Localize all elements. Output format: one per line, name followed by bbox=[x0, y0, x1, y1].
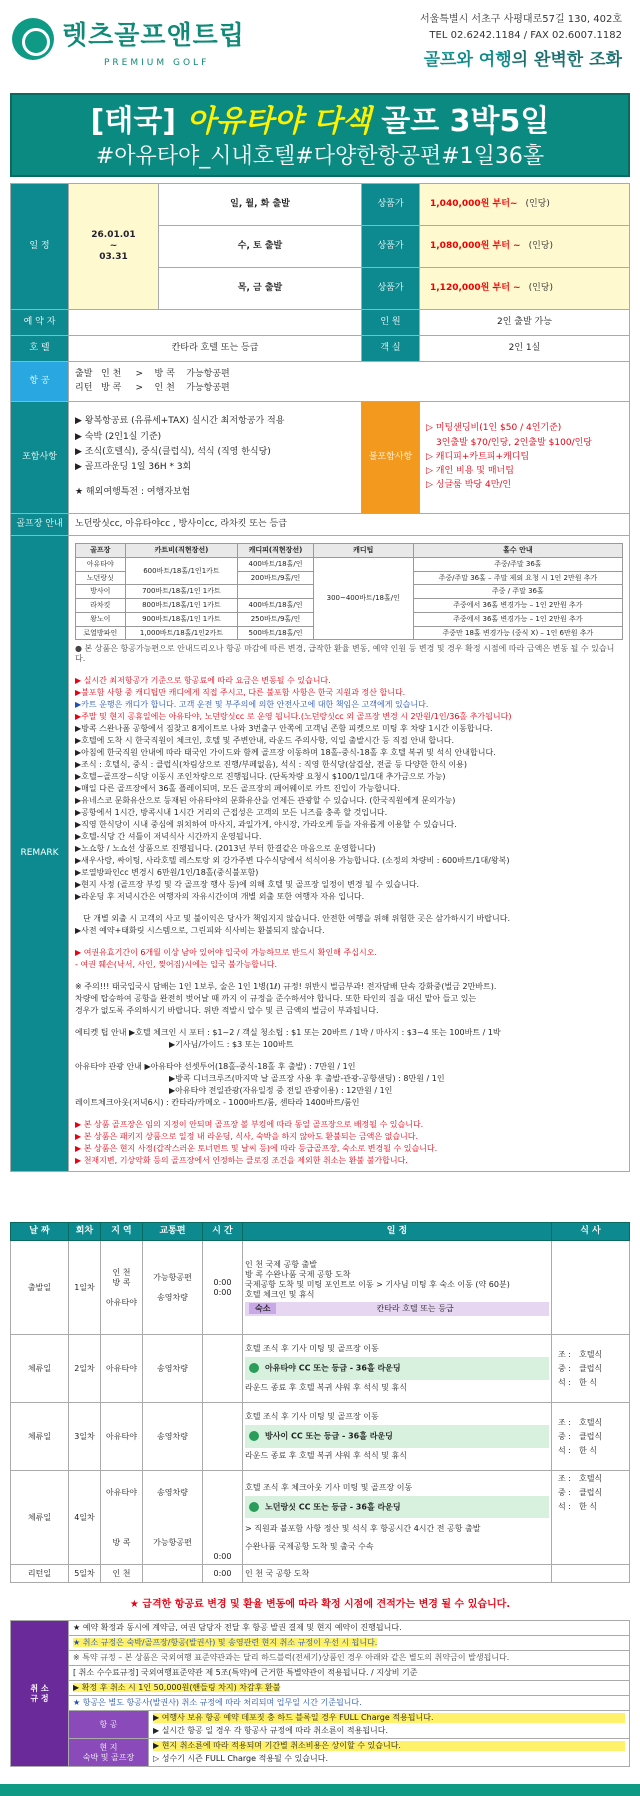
info-table bbox=[10, 183, 630, 1172]
course-header: 골프장 bbox=[76, 544, 126, 558]
price-amount: 1,040,000원 부터~ bbox=[430, 198, 518, 209]
remark-line: 경우가 없도록 주의하시기 바랍니다. 위반 적발시 압수 및 큰 금액의 벌금이 부과됩니다. bbox=[75, 1006, 379, 1016]
price-amount: 1,080,000원 부터 ~ bbox=[430, 240, 521, 251]
room-label: 객 실 bbox=[362, 336, 420, 362]
remark-line: ▶새우사랑, 싸이팅, 사라호텔 레스토랑 외 강가주변 다수식당에서 석식이용 가능합니다. (소정의 차량비 : 600바트/1대/왕복) bbox=[75, 856, 510, 866]
cancel-line: ★ 예약 확정과 동시에 계약금, 여권 담당자 전달 후 항공 발권 결제 및 현지 예약이 진행됩니다. bbox=[69, 1621, 630, 1636]
remark-line: ▶기사님/가이드 : $3 또는 100바트 bbox=[169, 1040, 294, 1050]
remark-line: ※ 주의!!! 태국입국시 담배는 1인 1보루, 술은 1인 1병(1ℓ) 규정! 위반시 벌금부과! 전자담배 단속 강화중(벌금 2만바트). bbox=[75, 982, 497, 992]
title-banner bbox=[10, 93, 630, 177]
incl-item: ▶ 숙박 (2인1실 기준) bbox=[75, 431, 162, 442]
course-header: 캐디팁 bbox=[313, 544, 413, 558]
schedule-header: 지 역 bbox=[101, 1223, 143, 1241]
remark-line: ▶방콕 스완나폼 공항에서 짐찾고 8게이트로 나와 3번출구 안쪽에 고객님 존함 피켓으로 미팅 후 차량 1시간 이동합니다. bbox=[75, 724, 493, 734]
golf-bar: 노던랑싯 CC 또는 등급 - 36홀 라운딩 bbox=[245, 1496, 549, 1519]
date-to: 03.31 bbox=[99, 252, 128, 263]
remark-line: ▶조식 : 호텔식, 중식 : 클럽식(차림상으로 진행/부페없음), 석식 : 직영 한식당(삼겹살, 전골 등 다양한 한식 이용) bbox=[75, 760, 468, 770]
remark-line: 아유타야 관광 안내 ▶아유타야 선셋투어(18홀-중식-18홀 후 출발) : 7만원 / 1인 bbox=[75, 1062, 356, 1072]
cancel-table bbox=[10, 1620, 630, 1767]
incl-note: ★ 해외여행특전 : 여행자보험 bbox=[75, 487, 191, 498]
course-header: 캐디피(직현장선) bbox=[238, 544, 313, 558]
air-label: 항 공 bbox=[11, 362, 69, 402]
slogan bbox=[424, 50, 622, 71]
booker-label: 예 약 자 bbox=[11, 310, 69, 336]
excl-label: 불포함사항 bbox=[362, 402, 420, 514]
remark-content bbox=[69, 536, 630, 1172]
cancel-air-line: ▶ 여행사 보유 항공 예약 데포짓 충 하드 블록일 경우 FULL Charge 적용됩니다. bbox=[153, 1713, 625, 1723]
price-unit: (인당) bbox=[528, 282, 553, 293]
schedule-label: 일 정 bbox=[11, 184, 69, 310]
incl-list bbox=[69, 402, 362, 514]
day-row: 체류일 3일차 아유타야 송영차량 호텔 조식 후 기사 미팅 및 골프장 이동 방사이 CC 또는 등급 - 36홀 라운딩 라운드 종료 후 호텔 복귀 샤워 후 석식 및 휴식 조 : 호텔식 중 : 클럽식 석 : 한 식 bbox=[11, 1403, 630, 1471]
schedule-header: 식 사 bbox=[552, 1223, 630, 1241]
course-row: 노던랑싯 200바트/9홀/인 주중/주말 36홀 – 주말 제외 요청 시 1인 2만원 추가 bbox=[76, 571, 623, 585]
course-row: 라차킷 800바트/18홀/1인 1카트 400바트/18홀/인 주중에서 36홀 변경가능 – 1인 2만원 추가 bbox=[76, 599, 623, 613]
golf-ball-icon bbox=[249, 1363, 259, 1373]
incl-label: 포함사항 bbox=[11, 402, 69, 514]
air-inbound: 리턴 방 콕 > 인 천 가능항공편 bbox=[75, 382, 230, 393]
tel-fax: TEL 02.6242.1184 / FAX 02.6007.1182 bbox=[429, 30, 622, 41]
slogan-a: 골프와 여행 bbox=[423, 50, 512, 70]
day-row: 출발일 1일차 인 천 방 콕 아유타야 가능항공편 송영차량 0:00 0:00 인 천 국제 공항 출발 방 콕 수완나품 국제 공항 도착 국제공항 도착 및 미팅 포인트로 이동 > 기사님 미팅 후 숙소 이동 (약 60분) 호텔 체크인 및 휴식 숙소 칸타라 호텔 또는 등급 bbox=[11, 1241, 630, 1335]
course-table bbox=[75, 543, 623, 640]
hotel-bar: 숙소 칸타라 호텔 또는 등급 bbox=[245, 1302, 549, 1316]
contact bbox=[420, 12, 622, 44]
price-label: 상품가 bbox=[362, 268, 420, 310]
incl-item: ▶ 골프라운딩 1일 36H * 3회 bbox=[75, 462, 192, 473]
cancel-local-line: ▶ 현지 취소룐에 따라 적용되며 기간별 취소비용은 상이할 수 있습니다. bbox=[153, 1741, 625, 1751]
remark-line: ▶불포함 사항 중 캐디팁만 캐디에게 직접 주시고, 다른 불포함 사항은 한국 지원과 정산 합니다. bbox=[75, 688, 406, 698]
remark-line: ▶호텔에 도착 시 한국직원이 체크인, 호텔 및 주변안내, 라운드 주의사항, 익일 출발시간 등 직접 안내 합니다. bbox=[75, 736, 455, 746]
address: 서울특별시 서초구 사평대로57길 130, 402호 bbox=[419, 14, 622, 25]
golf-bar: 아유타야 CC 또는 등급 - 36홀 라운딩 bbox=[245, 1357, 549, 1380]
departure-days: 목, 금 출발 bbox=[159, 268, 362, 310]
course-row: 방사이 700바트/18홀/1인 1카트 주중 / 주말 36홀 bbox=[76, 585, 623, 599]
remark-line: ▶라운딩 후 저녁시간은 여행자의 자유시간이며 개별 외출 또한 여행자 자유 입니다. bbox=[75, 892, 365, 902]
remark-line: ▶아유타야 전일관광(자유일정 중 전일 관광이용) : 12만원 / 1인 bbox=[169, 1086, 393, 1096]
brand-sub: PREMIUM GOLF bbox=[104, 58, 210, 68]
schedule-header: 교통편 bbox=[143, 1223, 203, 1241]
price-label: 상품가 bbox=[362, 184, 420, 226]
slogan-b: 의 완벽한 조화 bbox=[511, 50, 622, 70]
room-value: 2인 1실 bbox=[420, 336, 630, 362]
cancel-local-line: ▷ 성수기 시즌 FULL Charge 적용될 수 있습니다. bbox=[153, 1754, 329, 1763]
remark-line: 레이트체크아웃(저녁6시) : 칸타라/카메오 - 1000바트/룸, 센타라 1400바트/룸인 bbox=[75, 1098, 360, 1108]
remark-line: - 여권 훼손(낙서, 사인, 찢어짐)시에는 입국 불가능합니다. bbox=[75, 960, 278, 970]
day-row: 리턴일 5일차 인 천 0:00 인 천 국 공항 도착 bbox=[11, 1565, 630, 1583]
remark-line: ▶노쇼항 / 노쇼선 상품으로 진행됩니다. (2013년 부터 한결같은 마음으로 운영합니다) bbox=[75, 844, 376, 854]
date-from: 26.01.01 bbox=[91, 229, 136, 240]
title-highlight: 아유타야 다색 bbox=[186, 104, 371, 139]
header bbox=[0, 0, 640, 90]
remark-line: ▶직영 한식당이 시내 중심에 위치하여 마사지, 과일가게, 야시장, 가라오케 등을 자유롭게 이용할 수 있습니다. bbox=[75, 820, 457, 830]
remark-line: ▶공항에서 1시간, 방콕시내 1시간 거리의 근접성은 고객의 모든 니즈를 충족 할 것입니다. bbox=[75, 808, 388, 818]
cancel-local-label: 현 지 숙박 및 골프장 bbox=[69, 1739, 149, 1767]
excl-item: ▷ 캐디피+카트피+캐디팁 bbox=[426, 451, 530, 462]
excl-item: ▷ 미팅샌딩비(1인 $50 / 4인기준) bbox=[426, 423, 562, 434]
date-tilde: ~ bbox=[109, 240, 118, 251]
price-value bbox=[420, 184, 630, 226]
departure-days: 수, 토 출발 bbox=[159, 226, 362, 268]
title-suffix: 골프 3박5일 bbox=[381, 104, 550, 139]
schedule-header: 회차 bbox=[69, 1223, 101, 1241]
footer-bar bbox=[0, 1784, 640, 1796]
price-unit: (인당) bbox=[528, 240, 553, 251]
remark-line: 단 개별 외출 시 고객의 사고 및 불이익은 당사가 책임지지 않습니다. 안전한 여행을 위해 위험한 곳은 삼가하시기 바랍니다. bbox=[83, 914, 510, 924]
cancel-line: ★ 취소 규정은 숙박/골프장/항공(발권사) 및 송영관련 현지 취소 규정이 우선 시 됩니다. bbox=[69, 1636, 630, 1651]
remark-line: ▶호텔-식당 간 셔틀이 저녁식사 시간까지 운영됩니다. bbox=[75, 832, 262, 842]
air-outbound: 출발 인 천 > 방 콕 가능항공편 bbox=[75, 369, 230, 380]
date-range bbox=[69, 184, 159, 310]
cancel-line: ※ 특약 규정 – 본 상품은 국외여행 표준약관과는 달리 하드블럭(전세기)상품인 경우 아래와 같은 별도의 취약금이 발생됩니다. bbox=[69, 1651, 630, 1666]
main-title bbox=[12, 103, 628, 141]
remark-line: ▶방콕 디너크루즈(마지막 날 골프장 사용 후 출발-관광-공항샌딩) : 8만원 / 1인 bbox=[169, 1074, 445, 1084]
remark-line: 에티켓 팁 안내 ▶호텔 체크인 시 포터 : $1~2 / 객실 청소팁 : $1 또는 20바트 / 1박 / 마사지 : $3~4 또는 100바트 / 1박 bbox=[75, 1028, 501, 1038]
hotel-label: 호 텔 bbox=[11, 336, 69, 362]
remark-line: ▶현지 사정 (골프장 부킹 및 각 골프장 행사 등)에 의해 호텔 및 골프장 일정이 변경 될 수 있습니다. bbox=[75, 880, 420, 890]
remark-line: ▶유네스코 문화유산으로 등재된 아유타야의 문화유산을 언제든 관광할 수 있습니다. (한국직원에게 문의가능) bbox=[75, 796, 456, 806]
course-header: 홀수 안내 bbox=[413, 544, 622, 558]
incl-item: ▶ 왕복항공료 (유류세+TAX) 실시간 최저항공가 적용 bbox=[75, 416, 285, 427]
schedule-table bbox=[10, 1222, 630, 1583]
day-row: 체류일 2일차 아유타야 송영차량 호텔 조식 후 기사 미팅 및 골프장 이동 아유타야 CC 또는 등급 - 36홀 라운딩 라운드 종료 후 호텔 복귀 샤워 후 석식 및 휴식 조 : 호텔식 중 : 클럽식 석 : 한 식 bbox=[11, 1335, 630, 1403]
cancel-label: 취 소 규 정 bbox=[11, 1621, 69, 1767]
schedule-header: 날 짜 bbox=[11, 1223, 69, 1241]
cancel-line: [ 취소 수수료규정] 국외여행표준약관 제 5조(특약)에 근거한 특별약관이 적용됩니다. / 지상비 기준 bbox=[69, 1666, 630, 1681]
title-prefix: [태국] bbox=[90, 104, 177, 139]
course-row: 로열방파인 1,000바트/18홀/1인2카트 500바트/18홀/인 주중만 18홀 변경가능 (중식 X) – 1인 6만원 추가 bbox=[76, 626, 623, 640]
hotel-value: 칸타라 호텔 또는 등급 bbox=[69, 336, 362, 362]
remark-line: ▶ 실시간 최저항공가 기준으로 항공료에 따라 요금은 변동될 수 있습니다. bbox=[75, 676, 331, 686]
remark-line: ▶주말 및 현지 공휴일에는 아유타야, 노던랑싯cc 로 운영 됩니다.(노던랑싯cc 외 골프장 변경 시 2만원/1인/36홀 추가됩니다) bbox=[75, 712, 512, 722]
excl-list bbox=[420, 402, 630, 514]
price-label: 상품가 bbox=[362, 226, 420, 268]
booker-value bbox=[69, 310, 362, 336]
remark-line: ▶로열방파인cc 변경시 6만원/1인/18홀(중식불포함) bbox=[75, 868, 259, 878]
remark-line: ▶호텔~골프장~식당 이동시 조인차량으로 진행됩니다. (단독차량 요청시 $100/1일/1대 추가금으로 가능) bbox=[75, 772, 446, 782]
excl-item: ▷ 개인 비용 및 매너팁 bbox=[426, 466, 514, 477]
golf-bar: 방사이 CC 또는 등급 - 36홀 라운딩 bbox=[245, 1425, 549, 1448]
remark-line: ▶ 본 상품은 패키지 상품으로 일정 내 라운딩, 식사, 숙박을 하지 않아도 환불되는 금액은 없습니다. bbox=[75, 1132, 419, 1142]
remark-line: ▶카트 운행은 캐디가 합니다. 고객 운전 및 부주의에 의한 안전사고에 대한 책임은 고객에게 있습니다. bbox=[75, 700, 429, 710]
golf-ball-icon bbox=[249, 1502, 259, 1512]
remark-label: REMARK bbox=[11, 536, 69, 1172]
title-tags: #아유타야_시내호텔#다양한항공편#1일36홀 bbox=[95, 143, 545, 169]
price-value bbox=[420, 268, 630, 310]
golf-label: 골프장 안내 bbox=[11, 514, 69, 536]
people-value: 2인 출발 가능 bbox=[420, 310, 630, 336]
brand-name: 렛츠골프앤트립 bbox=[62, 21, 245, 51]
cancel-air-line: ▶ 실시간 항공 일 경우 각 항공사 규정에 따라 취소룐이 적용됩니다. bbox=[153, 1726, 389, 1735]
price-notice: ★ 급격한 항공료 변경 및 환율 변동에 따라 확정 시점에 견적가는 변경 될 수 있습니다. bbox=[129, 1599, 511, 1610]
day-row: 체류일 4일차 아유타야 방 콕 송영차량 가능항공편 0:00 호텔 조식 후 체크아웃 기사 미팅 및 골프장 이동 노던랑싯 CC 또는 등급 - 36홀 라운딩 > 직원과 불포함 사항 정산 및 석식 후 항공시간 4시간 전 공항 출발 수완나품 국제공항 도착 및 출국 수속 조 : 호텔식 중 : 클럽식 석 : 한 식 bbox=[11, 1471, 630, 1565]
cancel-air-label: 항 공 bbox=[69, 1711, 149, 1739]
remark-line: ▶매일 다른 골프장에서 36홀 플레이되며, 모든 골프장의 페어웨이로 카트 진입이 가능합니다. bbox=[75, 784, 401, 794]
golf-logo-icon bbox=[12, 18, 54, 60]
excl-item: ▷ 싱글룸 박당 4만/인 bbox=[426, 480, 512, 491]
cancel-line: ★ 항공은 별도 항공사(발권사) 취소 규정에 따라 처리되며 업무일 시간 기준됩니다. bbox=[69, 1696, 630, 1711]
course-row: 아유타야 600바트/18홀/1인1카트 400바트/18홀/인 300~400바트/18홀/인 주중/주말 36홀 bbox=[76, 557, 623, 571]
cancel-line: ▶ 확정 후 취소 시 1인 50,000원(핸들링 차지) 차감후 환불 bbox=[69, 1681, 630, 1696]
course-header: 카트비(직현장선) bbox=[125, 544, 238, 558]
excl-item: 3인출발 $70/인당, 2인출발 $100/인당 bbox=[436, 437, 592, 448]
course-note: ● 본 상품은 항공가능편으로 안내드리오나 항공 마감에 따른 변경, 급작한 환율 변동, 예약 인원 등 변경 및 경우 확정 시점에 따라 금액은 변동 될 수 있습니다. bbox=[75, 644, 615, 664]
remark-line: 차량에 탑승하여 공항을 완전히 벗어날 때 까지 이 규정을 준수하셔야 합니다. 또한 타인의 짐을 대신 맡아 들고 있는 bbox=[75, 994, 477, 1004]
remark-line: ▶ 천재지변, 기상악화 등의 골프장에서 인정하는 클로징 조건을 제외한 취소는 환불 불가합니다. bbox=[75, 1156, 408, 1166]
remark-line: ▶ 본 상품은 현지 사정(갑작스러운 토너먼트 및 날씨 등)에 따라 등급골프장, 숙소로 변경될 수 있습니다. bbox=[75, 1144, 438, 1154]
people-label: 인 원 bbox=[362, 310, 420, 336]
remark-line: ▶ 여권유효기간이 6개월 이상 남아 있어야 입국이 가능하므로 반드시 확인해 주십시오. bbox=[75, 948, 377, 958]
price-amount: 1,120,000원 부터 ~ bbox=[430, 282, 521, 293]
golf-list: 노던랑싯cc, 아유타야cc , 방사이cc, 라차킷 또는 등급 bbox=[69, 514, 630, 536]
remark-line: ▶사전 예약+태화릿 시스템으로, 그린피와 식사비는 환불되지 않습니다. bbox=[75, 926, 325, 936]
schedule-header: 시 간 bbox=[203, 1223, 243, 1241]
course-row: 왕노이 900바트/18홀/1인 1카트 250바트/9홀/인 주중에서 36홀 변경가능 – 1인 2만원 추가 bbox=[76, 612, 623, 626]
remark-line: ▶아침에 한국직원 안내에 따라 태국인 가이드와 함께 골프장 이동하며 18홀-중식-18홀 후 호텔 복귀 및 석식 안내합니다. bbox=[75, 748, 496, 758]
price-unit: (인당) bbox=[525, 198, 550, 209]
golf-ball-icon bbox=[249, 1431, 259, 1441]
incl-item: ▶ 조식(호텔식), 중식(클럽식), 석식 (직영 한식당) bbox=[75, 446, 271, 457]
price-value bbox=[420, 226, 630, 268]
departure-days: 일, 월, 화 출발 bbox=[159, 184, 362, 226]
air-routes bbox=[69, 362, 630, 402]
schedule-header: 일 정 bbox=[243, 1223, 552, 1241]
remark-line: ▶ 본 상품 골프장은 임의 지정이 안되며 골프장 볼 부킹에 따라 동일 골프장으로 배정될 수 있습니다. bbox=[75, 1120, 424, 1130]
